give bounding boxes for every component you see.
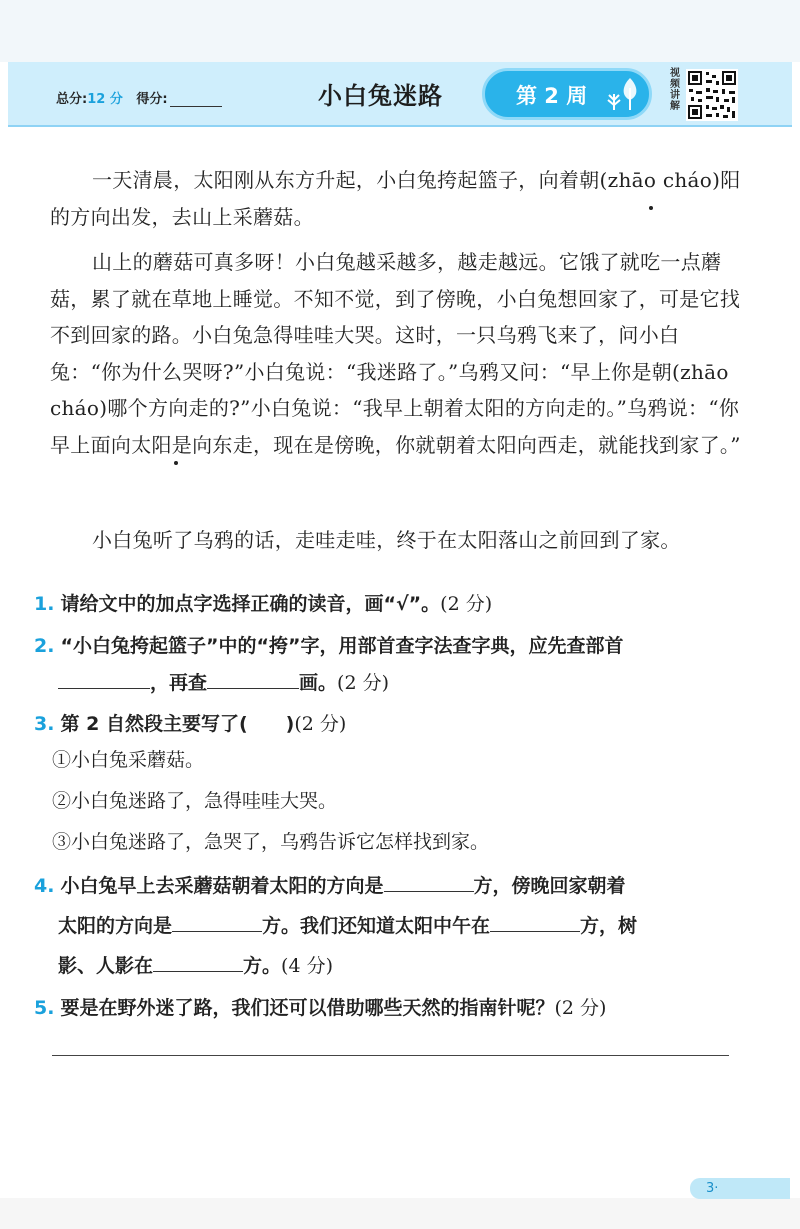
question-text: 方。我们还知道太阳中午在 xyxy=(262,915,491,937)
question-number: 4. xyxy=(34,875,55,897)
question-number: 5. xyxy=(34,997,55,1019)
question-number: 3. xyxy=(34,713,55,735)
question-4 xyxy=(34,866,750,986)
story-paragraph-3: 小白兔听了乌鸦的话，走哇走哇，终于在太阳落山之前回到了家。 xyxy=(92,528,681,552)
question-text: 要是在野外迷了路，我们还可以借助哪些天然的指南针呢？ xyxy=(60,997,555,1019)
option-3[interactable]: ③小白兔迷路了，急哭了，乌鸦告诉它怎样找到家。 xyxy=(52,831,490,853)
answer-blank[interactable] xyxy=(153,947,243,972)
bottom-margin xyxy=(0,1198,800,1229)
question-text: 方，傍晚回家朝着 xyxy=(473,875,626,897)
emphasis-dot xyxy=(649,206,653,210)
question-text: 方。 xyxy=(243,955,282,977)
top-margin xyxy=(0,0,800,62)
question-text: 画。 xyxy=(299,672,338,694)
week-label: 第 2 周 xyxy=(516,84,588,108)
story-paragraph-2: 山上的蘑菇可真多呀！小白兔越采越多，越走越远。它饿了就吃一点蘑菇，累了就在草地上睡觉。不知不觉，到了傍晚，小白兔想回家了，可是它找不到回家的路。小白兔急得哇哇大哭。这时，一只乌鸦飞来了，问小白兔：“你为什么哭呀?”小白兔说：“我迷路了。”乌鸦又问：“早上你是朝(zhāo cháo)哪个方向走的?”小白兔说：“我早上朝着太阳的方向走的。”乌鸦说：“你早上面向太阳是向东走，现在是傍晚，你就朝着太阳向西走，就能找到家了。” xyxy=(50,250,750,457)
question-text: 第 2 自然段主要写了( ) xyxy=(60,713,295,735)
question-2 xyxy=(34,628,750,701)
question-1 xyxy=(34,586,750,622)
question-5 xyxy=(34,990,750,1026)
score-got-label: 得分: xyxy=(136,92,168,107)
answer-blank[interactable] xyxy=(384,867,474,892)
tree-icon xyxy=(602,74,642,114)
answer-blank[interactable] xyxy=(58,664,150,689)
story-paragraph-1: 一天清晨，太阳刚从东方升起，小白兔挎起篮子，向着朝(zhāo cháo)阳的方向出发，去山上采蘑菇。 xyxy=(50,168,741,229)
question-text: 影、人影在 xyxy=(58,955,154,977)
total-score-label: 总分: xyxy=(56,92,88,107)
question-points: (2 分) xyxy=(440,593,493,615)
page-title: 小白兔迷路 xyxy=(318,82,443,110)
answer-blank[interactable] xyxy=(490,907,580,932)
score-box xyxy=(56,88,222,107)
option-1[interactable]: ①小白兔采蘑菇。 xyxy=(52,749,205,771)
question-text: 请给文中的加点字选择正确的读音，画“√”。 xyxy=(60,593,441,615)
question-text: ，再查 xyxy=(150,672,208,694)
option-2[interactable]: ②小白兔迷路了，急得哇哇大哭。 xyxy=(52,790,338,812)
answer-blank[interactable] xyxy=(207,664,299,689)
video-explain-label: 视频讲解 xyxy=(670,68,680,112)
emphasis-dot xyxy=(174,461,178,465)
question-points: (2 分) xyxy=(554,997,607,1019)
question-3 xyxy=(34,706,750,742)
score-blank[interactable] xyxy=(170,92,222,107)
answer-line[interactable] xyxy=(52,1055,729,1056)
question-text: “小白兔挎起篮子”中的“挎”字，用部首查字法查字典，应先查部首 xyxy=(60,635,624,657)
question-points: (2 分) xyxy=(337,672,389,694)
page-number: 3· xyxy=(690,1178,790,1199)
question-text: 太阳的方向是 xyxy=(58,915,173,937)
answer-blank[interactable] xyxy=(172,907,262,932)
question-text: 方，树 xyxy=(580,915,638,937)
question-number: 2. xyxy=(34,635,55,657)
question-points: (2 分) xyxy=(294,713,347,735)
question-number: 1. xyxy=(34,593,55,615)
total-score-value: 12 分 xyxy=(87,92,123,107)
question-points: (4 分) xyxy=(281,955,333,977)
qr-code-icon[interactable] xyxy=(686,69,738,121)
question-text: 小白兔早上去采蘑菇朝着太阳的方向是 xyxy=(60,875,384,897)
